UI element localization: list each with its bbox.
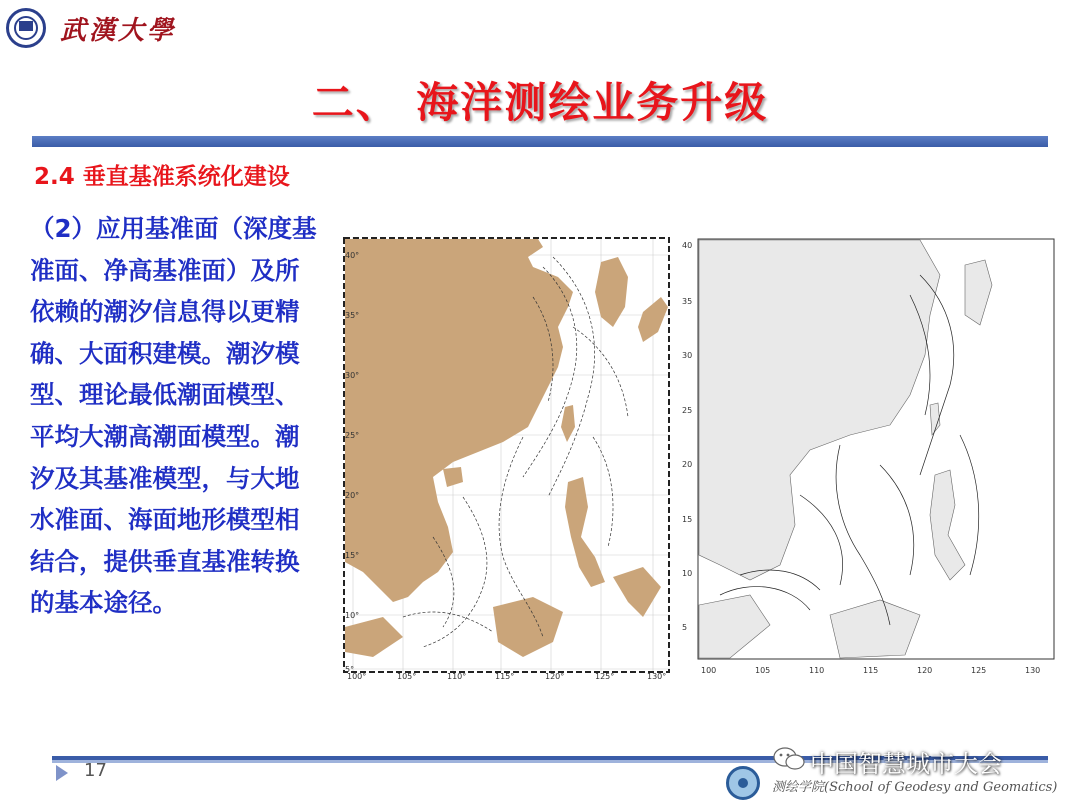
school-logo [726, 766, 760, 800]
lon-label: 115 [863, 666, 879, 675]
tidal-contour-map-left [343, 237, 670, 680]
lon-label: 130 [1025, 666, 1041, 675]
lon-label: 130° [647, 672, 667, 680]
lon-label: 100 [701, 666, 717, 675]
lon-label: 105 [755, 666, 771, 675]
lat-label: 35 [682, 297, 693, 306]
lon-label: 120° [545, 672, 565, 680]
lon-label: 120 [917, 666, 933, 675]
university-logo [6, 8, 46, 48]
lat-label: 15° [345, 551, 360, 560]
lat-label: 30 [682, 351, 693, 360]
university-name: 武漢大學 [60, 16, 177, 46]
lat-label: 20° [345, 491, 360, 500]
lat-label: 5° [345, 665, 355, 674]
watermark-text: 中国智慧城市大会 [810, 750, 1002, 778]
lat-label: 5 [682, 623, 688, 632]
lon-label: 105° [397, 672, 417, 680]
lat-label: 30° [345, 371, 360, 380]
lat-label: 15 [682, 515, 693, 524]
school-name: 测绘学院(School of Geodesy and Geomatics) [772, 780, 1058, 795]
lat-label: 25° [345, 431, 360, 440]
lon-label: 115° [495, 672, 515, 680]
tidal-contour-map-right [680, 235, 1060, 680]
lat-label: 25 [682, 406, 693, 415]
lon-label: 100° [347, 672, 367, 680]
lat-label: 20 [682, 460, 693, 469]
wechat-icon [772, 745, 806, 773]
section-title: 2.4 垂直基准系统化建设 [34, 164, 290, 190]
lon-label: 125° [595, 672, 615, 680]
title-divider [32, 136, 1048, 147]
lon-label: 110° [447, 672, 467, 680]
lon-label: 125 [971, 666, 987, 675]
body-paragraph: （2）应用基准面（深度基准面、净高基准面）及所依赖的潮汐信息得以更精确、大面积建模。潮汐模型、理论最低潮面模型、平均大潮高潮面模型。潮汐及其基准模型，与大地水准面、海面地形模型相结合，提供垂直基准转换的基本途径。 [30, 214, 317, 618]
lat-label: 40° [345, 251, 360, 260]
lat-label: 10° [345, 611, 360, 620]
lat-label: 40 [682, 241, 693, 250]
page-number: 17 [84, 760, 107, 781]
lat-label: 35° [345, 311, 360, 320]
page-arrow-icon [56, 765, 68, 781]
page-title: 二、 海洋测绘业务升级 [311, 78, 769, 127]
lon-label: 110 [809, 666, 825, 675]
lat-label: 10 [682, 569, 693, 578]
